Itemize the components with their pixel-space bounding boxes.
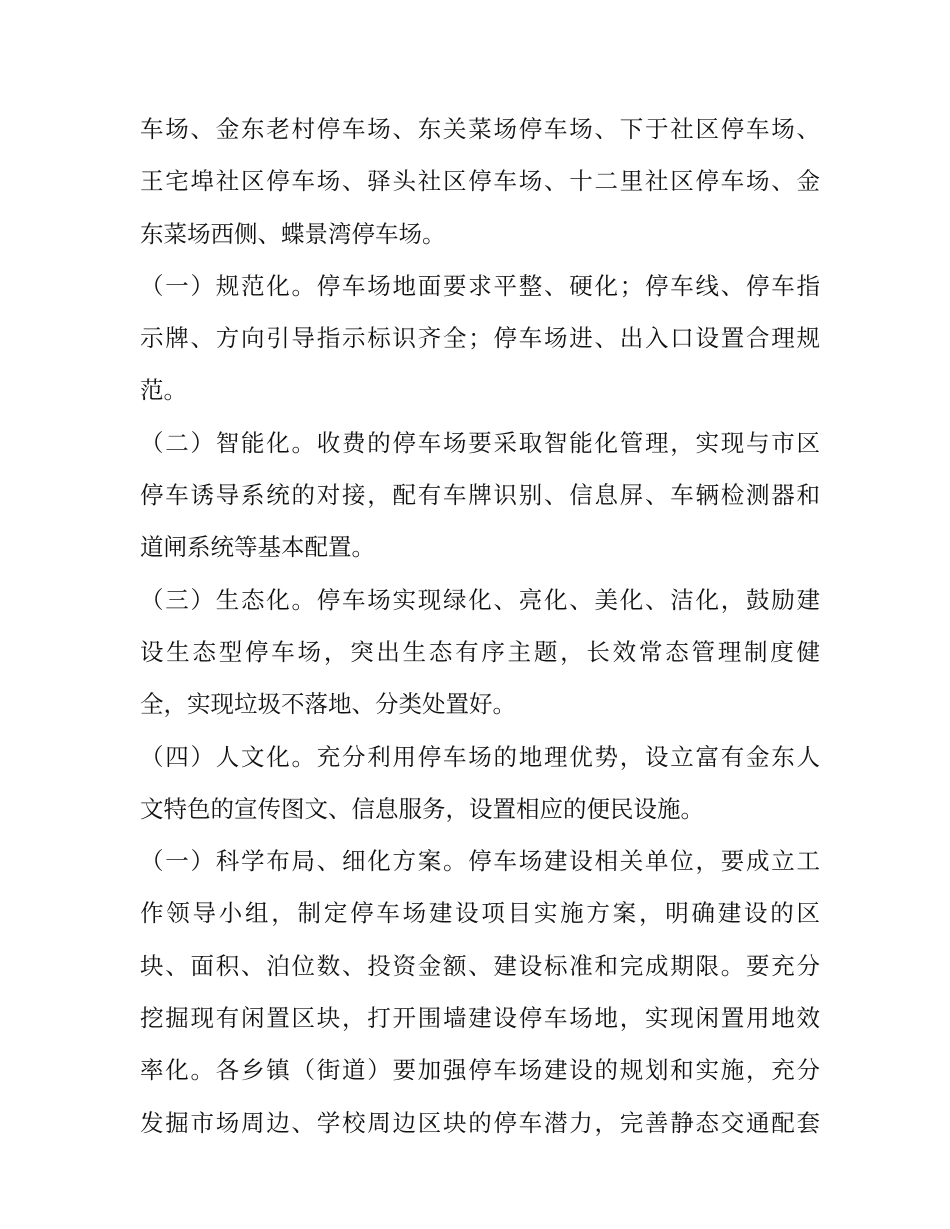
text-line: 挖掘现有闲置区块，打开围墙建设停车场地，实现闲置用地效	[140, 1004, 820, 1033]
text-line: 示牌、方向引导指示标识齐全；停车场进、出入口设置合理规	[140, 324, 820, 353]
text-line: 文特色的宣传图文、信息服务，设置相应的便民设施。	[140, 794, 704, 823]
text-line: （四）人文化。充分利用停车场的地理优势，设立富有金东人	[140, 742, 820, 771]
text-line: 全，实现垃圾不落地、分类处置好。	[140, 690, 516, 719]
text-line: 车场、金东老村停车场、东关菜场停车场、下于社区停车场、	[140, 115, 820, 143]
text-line: 停车诱导系统的对接，配有车牌识别、信息屏、车辆检测器和	[140, 481, 820, 510]
text-line: 道闸系统等基本配置。	[140, 533, 375, 562]
text-line: （二）智能化。收费的停车场要采取智能化管理，实现与市区	[140, 428, 820, 457]
text-line: 范。	[140, 376, 187, 405]
text-line: 块、面积、泊位数、投资金额、建设标准和完成期限。要充分	[140, 951, 820, 980]
text-line: 东菜场西侧、蝶景湾停车场。	[140, 219, 446, 248]
document-body	[140, 103, 820, 1149]
text-line: （一）科学布局、细化方案。停车场建设相关单位，要成立工	[140, 847, 820, 876]
text-line: 作领导小组，制定停车场建设项目实施方案，明确建设的区	[140, 899, 820, 928]
text-line: 设生态型停车场，突出生态有序主题，长效常态管理制度健	[140, 637, 820, 666]
text-line: 发掘市场周边、学校周边区块的停车潜力，完善静态交通配套	[140, 1108, 820, 1137]
text-line: （三）生态化。停车场实现绿化、亮化、美化、洁化，鼓励建	[140, 585, 820, 614]
text-line: 率化。各乡镇（街道）要加强停车场建设的规划和实施，充分	[140, 1056, 820, 1085]
text-line: （一）规范化。停车场地面要求平整、硬化；停车线、停车指	[140, 271, 820, 300]
text-line: 王宅埠社区停车场、驿头社区停车场、十二里社区停车场、金	[140, 167, 820, 196]
